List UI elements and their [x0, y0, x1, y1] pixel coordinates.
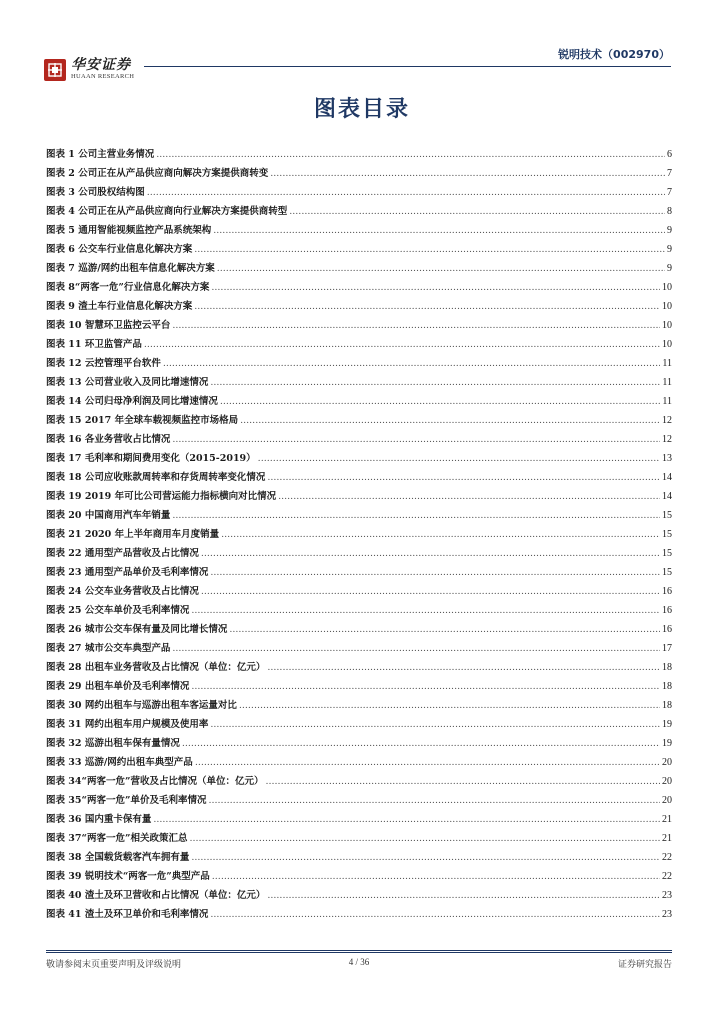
toc-leader-dots — [267, 658, 660, 677]
toc-entry[interactable] — [46, 791, 672, 810]
toc-entry[interactable] — [46, 411, 672, 430]
toc-entry-label: 图表 24 公交车业务营收及占比情况 — [46, 586, 199, 597]
toc-entry-label: 图表 10 智慧环卫监控云平台 — [46, 320, 171, 331]
toc-entry-page: 12 — [662, 434, 672, 445]
toc-entry-page: 20 — [662, 757, 672, 768]
toc-entry-page: 18 — [662, 681, 672, 692]
toc-entry[interactable] — [46, 506, 672, 525]
toc-leader-dots — [265, 772, 660, 791]
toc-leader-dots — [289, 202, 665, 221]
header-divider — [144, 66, 671, 67]
toc-leader-dots — [213, 221, 665, 240]
toc-leader-dots — [191, 848, 660, 867]
toc-entry[interactable] — [46, 601, 672, 620]
toc-leader-dots — [144, 335, 660, 354]
toc-entry-label: 图表 13 公司营业收入及同比增速情况 — [46, 377, 209, 388]
toc-leader-dots — [201, 544, 660, 563]
toc-entry[interactable] — [46, 810, 672, 829]
toc-entry[interactable] — [46, 240, 672, 259]
footer-disclaimer: 敬请参阅末页重要声明及评级说明 — [46, 960, 182, 970]
toc-entry[interactable] — [46, 563, 672, 582]
toc-entry-label: 图表 14 公司归母净利润及同比增速情况 — [46, 396, 218, 407]
report-type: 证券研究报告 — [617, 960, 672, 970]
toc-entry[interactable] — [46, 278, 672, 297]
toc-entry-label: 图表 27 城市公交车典型产品 — [46, 643, 171, 654]
toc-entry[interactable] — [46, 677, 672, 696]
toc-entry[interactable] — [46, 753, 672, 772]
toc-entry-label: 图表 38 全国载货载客汽车拥有量 — [46, 852, 190, 863]
toc-entry[interactable] — [46, 468, 672, 487]
toc-entry[interactable] — [46, 544, 672, 563]
toc-entry-page: 16 — [662, 586, 672, 597]
toc-entry[interactable] — [46, 164, 672, 183]
toc-entry[interactable] — [46, 772, 672, 791]
toc-entry-page: 8 — [667, 206, 672, 217]
toc-leader-dots — [201, 582, 660, 601]
toc-entry-page: 11 — [662, 396, 672, 407]
toc-entry-label: 图表 15 2017 年全球车载视频监控市场格局 — [46, 415, 239, 426]
toc-leader-dots — [189, 829, 660, 848]
toc-entry[interactable] — [46, 392, 672, 411]
toc-entry-label: 图表 1 公司主营业务情况 — [46, 149, 155, 160]
toc-entry-page: 11 — [662, 377, 672, 388]
toc-entry[interactable] — [46, 867, 672, 886]
toc-entry-page: 7 — [667, 168, 672, 179]
toc-entry[interactable] — [46, 335, 672, 354]
toc-entry-label: 图表 12 云控管理平台软件 — [46, 358, 161, 369]
toc-entry-page: 7 — [667, 187, 672, 198]
toc-entry-page: 19 — [662, 738, 672, 749]
toc-entry-page: 20 — [662, 795, 672, 806]
toc-entry[interactable] — [46, 696, 672, 715]
company-logo — [44, 58, 134, 81]
toc-entry-page: 10 — [662, 320, 672, 331]
toc-entry-label: 图表 3 公司股权结构图 — [46, 187, 145, 198]
toc-leader-dots — [267, 886, 660, 905]
footer-divider-bottom — [46, 952, 672, 953]
toc-entry-page: 20 — [662, 776, 672, 787]
toc-entry-page: 9 — [667, 263, 672, 274]
toc-leader-dots — [221, 525, 660, 544]
toc-entry-page: 15 — [662, 510, 672, 521]
figure-toc-list — [46, 145, 672, 924]
toc-entry-page: 10 — [662, 301, 672, 312]
toc-leader-dots — [211, 278, 660, 297]
toc-entry-page: 14 — [662, 491, 672, 502]
toc-entry-page: 10 — [662, 339, 672, 350]
page-number: 4 / 36 — [348, 957, 370, 967]
toc-leader-dots — [182, 734, 660, 753]
toc-entry-label: 图表 25 公交车单价及毛利率情况 — [46, 605, 190, 616]
toc-entry-page: 16 — [662, 624, 672, 635]
toc-leader-dots — [210, 905, 660, 924]
toc-entry[interactable] — [46, 183, 672, 202]
toc-entry-label: 图表 7 巡游/网约出租车信息化解决方案 — [46, 263, 215, 274]
toc-entry-label: 图表 23 通用型产品单价及毛利率情况 — [46, 567, 209, 578]
toc-entry[interactable] — [46, 658, 672, 677]
toc-entry[interactable] — [46, 373, 672, 392]
toc-entry-label: 图表 2 公司正在从产品供应商向解决方案提供商转变 — [46, 168, 269, 179]
toc-leader-dots — [172, 430, 660, 449]
toc-entry-page: 6 — [667, 149, 672, 160]
toc-entry[interactable] — [46, 525, 672, 544]
toc-entry-page: 14 — [662, 472, 672, 483]
toc-entry-label: 图表 26 城市公交车保有量及同比增长情况 — [46, 624, 228, 635]
toc-entry-page: 15 — [662, 548, 672, 559]
toc-entry-label: 图表 9 渣土车行业信息化解决方案 — [46, 301, 193, 312]
toc-entry[interactable] — [46, 620, 672, 639]
toc-entry-page: 21 — [662, 833, 672, 844]
toc-entry-label: 图表 39 锐明技术“两客一危”典型产品 — [46, 871, 210, 882]
toc-leader-dots — [212, 867, 660, 886]
toc-leader-dots — [156, 145, 665, 164]
toc-entry-label: 图表 33 巡游/网约出租车典型产品 — [46, 757, 193, 768]
toc-entry-label: 图表 8“两客一危”行业信息化解决方案 — [46, 282, 210, 293]
toc-entry[interactable] — [46, 259, 672, 278]
toc-leader-dots — [270, 164, 665, 183]
toc-leader-dots — [191, 601, 660, 620]
toc-entry-page: 23 — [662, 890, 672, 901]
page-title: 图表目录 — [313, 97, 410, 122]
toc-entry[interactable] — [46, 221, 672, 240]
toc-entry-page: 18 — [662, 662, 672, 673]
toc-entry-label: 图表 11 环卫监管产品 — [46, 339, 142, 350]
toc-entry-page: 15 — [662, 567, 672, 578]
toc-entry-label: 图表 17 毛利率和期间费用变化（2015-2019） — [46, 453, 256, 464]
toc-entry-page: 23 — [662, 909, 672, 920]
page-header — [0, 0, 724, 80]
logo-chinese-text: 华安证券 — [71, 57, 131, 73]
toc-entry-page: 16 — [662, 605, 672, 616]
toc-entry-label: 图表 41 渣土及环卫单价和毛利率情况 — [46, 909, 209, 920]
toc-entry[interactable] — [46, 202, 672, 221]
toc-entry[interactable] — [46, 829, 672, 848]
toc-leader-dots — [172, 506, 660, 525]
toc-leader-dots — [210, 373, 660, 392]
toc-leader-dots — [194, 297, 660, 316]
toc-entry[interactable] — [46, 354, 672, 373]
toc-entry-page: 15 — [662, 529, 672, 540]
toc-entry-label: 图表 40 渣土及环卫营收和占比情况（单位：亿元） — [46, 890, 266, 901]
toc-entry-label: 图表 37“两客一危”相关政策汇总 — [46, 833, 188, 844]
toc-entry[interactable] — [46, 848, 672, 867]
toc-leader-dots — [163, 354, 661, 373]
toc-entry-label: 图表 28 出租车业务营收及占比情况（单位：亿元） — [46, 662, 266, 673]
toc-leader-dots — [278, 487, 660, 506]
toc-leader-dots — [195, 753, 660, 772]
toc-entry-label: 图表 36 国内重卡保有量 — [46, 814, 152, 825]
toc-leader-dots — [172, 639, 660, 658]
toc-leader-dots — [153, 810, 660, 829]
toc-entry[interactable] — [46, 430, 672, 449]
toc-entry-label: 图表 30 网约出租车与巡游出租车客运量对比 — [46, 700, 237, 711]
toc-entry-page: 13 — [662, 453, 672, 464]
toc-leader-dots — [240, 411, 660, 430]
toc-entry-label: 图表 6 公交车行业信息化解决方案 — [46, 244, 193, 255]
toc-entry-page: 10 — [662, 282, 672, 293]
toc-leader-dots — [191, 677, 660, 696]
toc-entry-label: 图表 35“两客一危”单价及毛利率情况 — [46, 795, 207, 806]
toc-entry-page: 21 — [662, 814, 672, 825]
toc-leader-dots — [210, 563, 660, 582]
logo-emblem-icon — [44, 59, 66, 81]
toc-entry-label: 图表 31 网约出租车用户规模及使用率 — [46, 719, 209, 730]
toc-entry-label: 图表 32 巡游出租车保有量情况 — [46, 738, 180, 749]
toc-leader-dots — [217, 259, 665, 278]
toc-leader-dots — [229, 620, 660, 639]
company-ticker: 锐明技术（002970） — [558, 48, 670, 61]
toc-entry-page: 22 — [662, 852, 672, 863]
toc-entry-label: 图表 29 出租车单价及毛利率情况 — [46, 681, 190, 692]
toc-leader-dots — [208, 791, 660, 810]
toc-entry-page: 18 — [662, 700, 672, 711]
toc-entry[interactable] — [46, 734, 672, 753]
toc-leader-dots — [239, 696, 660, 715]
toc-entry[interactable] — [46, 905, 672, 924]
toc-leader-dots — [267, 468, 660, 487]
toc-entry-page: 19 — [662, 719, 672, 730]
toc-entry[interactable] — [46, 145, 672, 164]
toc-entry-label: 图表 16 各业务营收占比情况 — [46, 434, 171, 445]
toc-entry-label: 图表 34“两客一危”营收及占比情况（单位：亿元） — [46, 776, 264, 787]
toc-entry-label: 图表 5 通用智能视频监控产品系统架构 — [46, 225, 212, 236]
toc-leader-dots — [147, 183, 665, 202]
toc-entry-page: 11 — [662, 358, 672, 369]
logo-english-text: HUAAN RESEARCH — [71, 73, 135, 80]
toc-entry-page: 9 — [667, 225, 672, 236]
toc-leader-dots — [258, 449, 660, 468]
page-footer — [46, 957, 672, 971]
toc-entry[interactable] — [46, 886, 672, 905]
toc-leader-dots — [220, 392, 661, 411]
toc-entry[interactable] — [46, 316, 672, 335]
toc-entry[interactable] — [46, 449, 672, 468]
footer-divider-top — [46, 950, 672, 951]
toc-entry-label: 图表 21 2020 年上半年商用车月度销量 — [46, 529, 220, 540]
toc-entry[interactable] — [46, 715, 672, 734]
toc-entry-label: 图表 4 公司正在从产品供应商向行业解决方案提供商转型 — [46, 206, 288, 217]
toc-entry[interactable] — [46, 487, 672, 506]
toc-entry-page: 12 — [662, 415, 672, 426]
toc-leader-dots — [172, 316, 660, 335]
toc-entry-label: 图表 20 中国商用汽车年销量 — [46, 510, 171, 521]
toc-entry-page: 22 — [662, 871, 672, 882]
toc-entry-label: 图表 18 公司应收账款周转率和存货周转率变化情况 — [46, 472, 266, 483]
toc-entry[interactable] — [46, 639, 672, 658]
toc-leader-dots — [194, 240, 665, 259]
toc-entry-label: 图表 22 通用型产品营收及占比情况 — [46, 548, 199, 559]
toc-entry-page: 9 — [667, 244, 672, 255]
toc-entry-label: 图表 19 2019 年可比公司营运能力指标横向对比情况 — [46, 491, 277, 502]
toc-leader-dots — [210, 715, 660, 734]
toc-entry[interactable] — [46, 297, 672, 316]
toc-entry[interactable] — [46, 582, 672, 601]
toc-entry-page: 17 — [662, 643, 672, 654]
